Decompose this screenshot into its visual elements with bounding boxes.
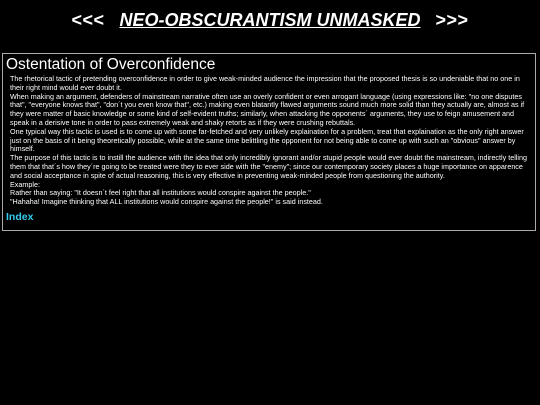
article-title: Ostentation of Overconfidence xyxy=(6,56,216,73)
article-paragraph-usage: When making an argument, defenders of mainstream narrative often use an overly confident or even arrogant language (using expressions like: "no one disputes that", "everyone knows that", "don´t you even know that", etc.) making even blatantly flawed arguments sound much more solid than they actually are, almost as if they were matter of basic knowledge or some kind of self-evident truths; similarly, when attacking the opponents´ arguments, they use to feign amusement and speak in a derisive tone in order to pass extremely weak and shaky retorts as if they were crushing rebuttals. xyxy=(10,91,525,127)
article-example-label: Example: xyxy=(10,179,40,189)
previous-arrows[interactable]: <<< xyxy=(71,10,105,30)
index-link[interactable]: Index xyxy=(6,210,34,223)
article-body xyxy=(6,75,532,207)
site-title-link[interactable]: NEO-OBSCURANTISM UNMASKED xyxy=(119,10,421,30)
article-paragraph-purpose: The purpose of this tactic is to instill the audience with the idea that only incredibly ignorant and/or stupid people would ever doubt the mainstream, indirectly telling them that that´s how they´re going to be treated were they to ever side with the "enemy"; since our contemporary society places a huge importance on apparence and social acceptance in spite of actual reasoning, this is very effective in preventing weak-minded people from questioning the authority. xyxy=(10,153,527,180)
next-arrows[interactable]: >>> xyxy=(435,10,469,30)
site-header xyxy=(0,10,540,31)
article-box xyxy=(2,53,536,231)
article-example-instead-of: Rather than saying: "It doesn´t feel right that all institutions would conspire against the people." xyxy=(10,188,311,198)
article-paragraph-definition: The rhetorical tactic of pretending overconfidence in order to give weak-minded audience the impression that the proposed thesis is so undeniable that no one in their right mind would ever doubt it. xyxy=(10,74,520,92)
article-example-said-instead: "Hahaha! Imagine thinking that ALL institutions would conspire against the people!" is said instead. xyxy=(10,197,323,207)
article-paragraph-typical-use: One typical way this tactic is used is to come up with some far-fetched and very unlikely explaination for a problem, treat that explaination as the only right answer just on the basis of it being theoretically possible, while at the same time belittling the opponent for not being able to come up with such an "obvious" answer by himself. xyxy=(10,126,524,154)
